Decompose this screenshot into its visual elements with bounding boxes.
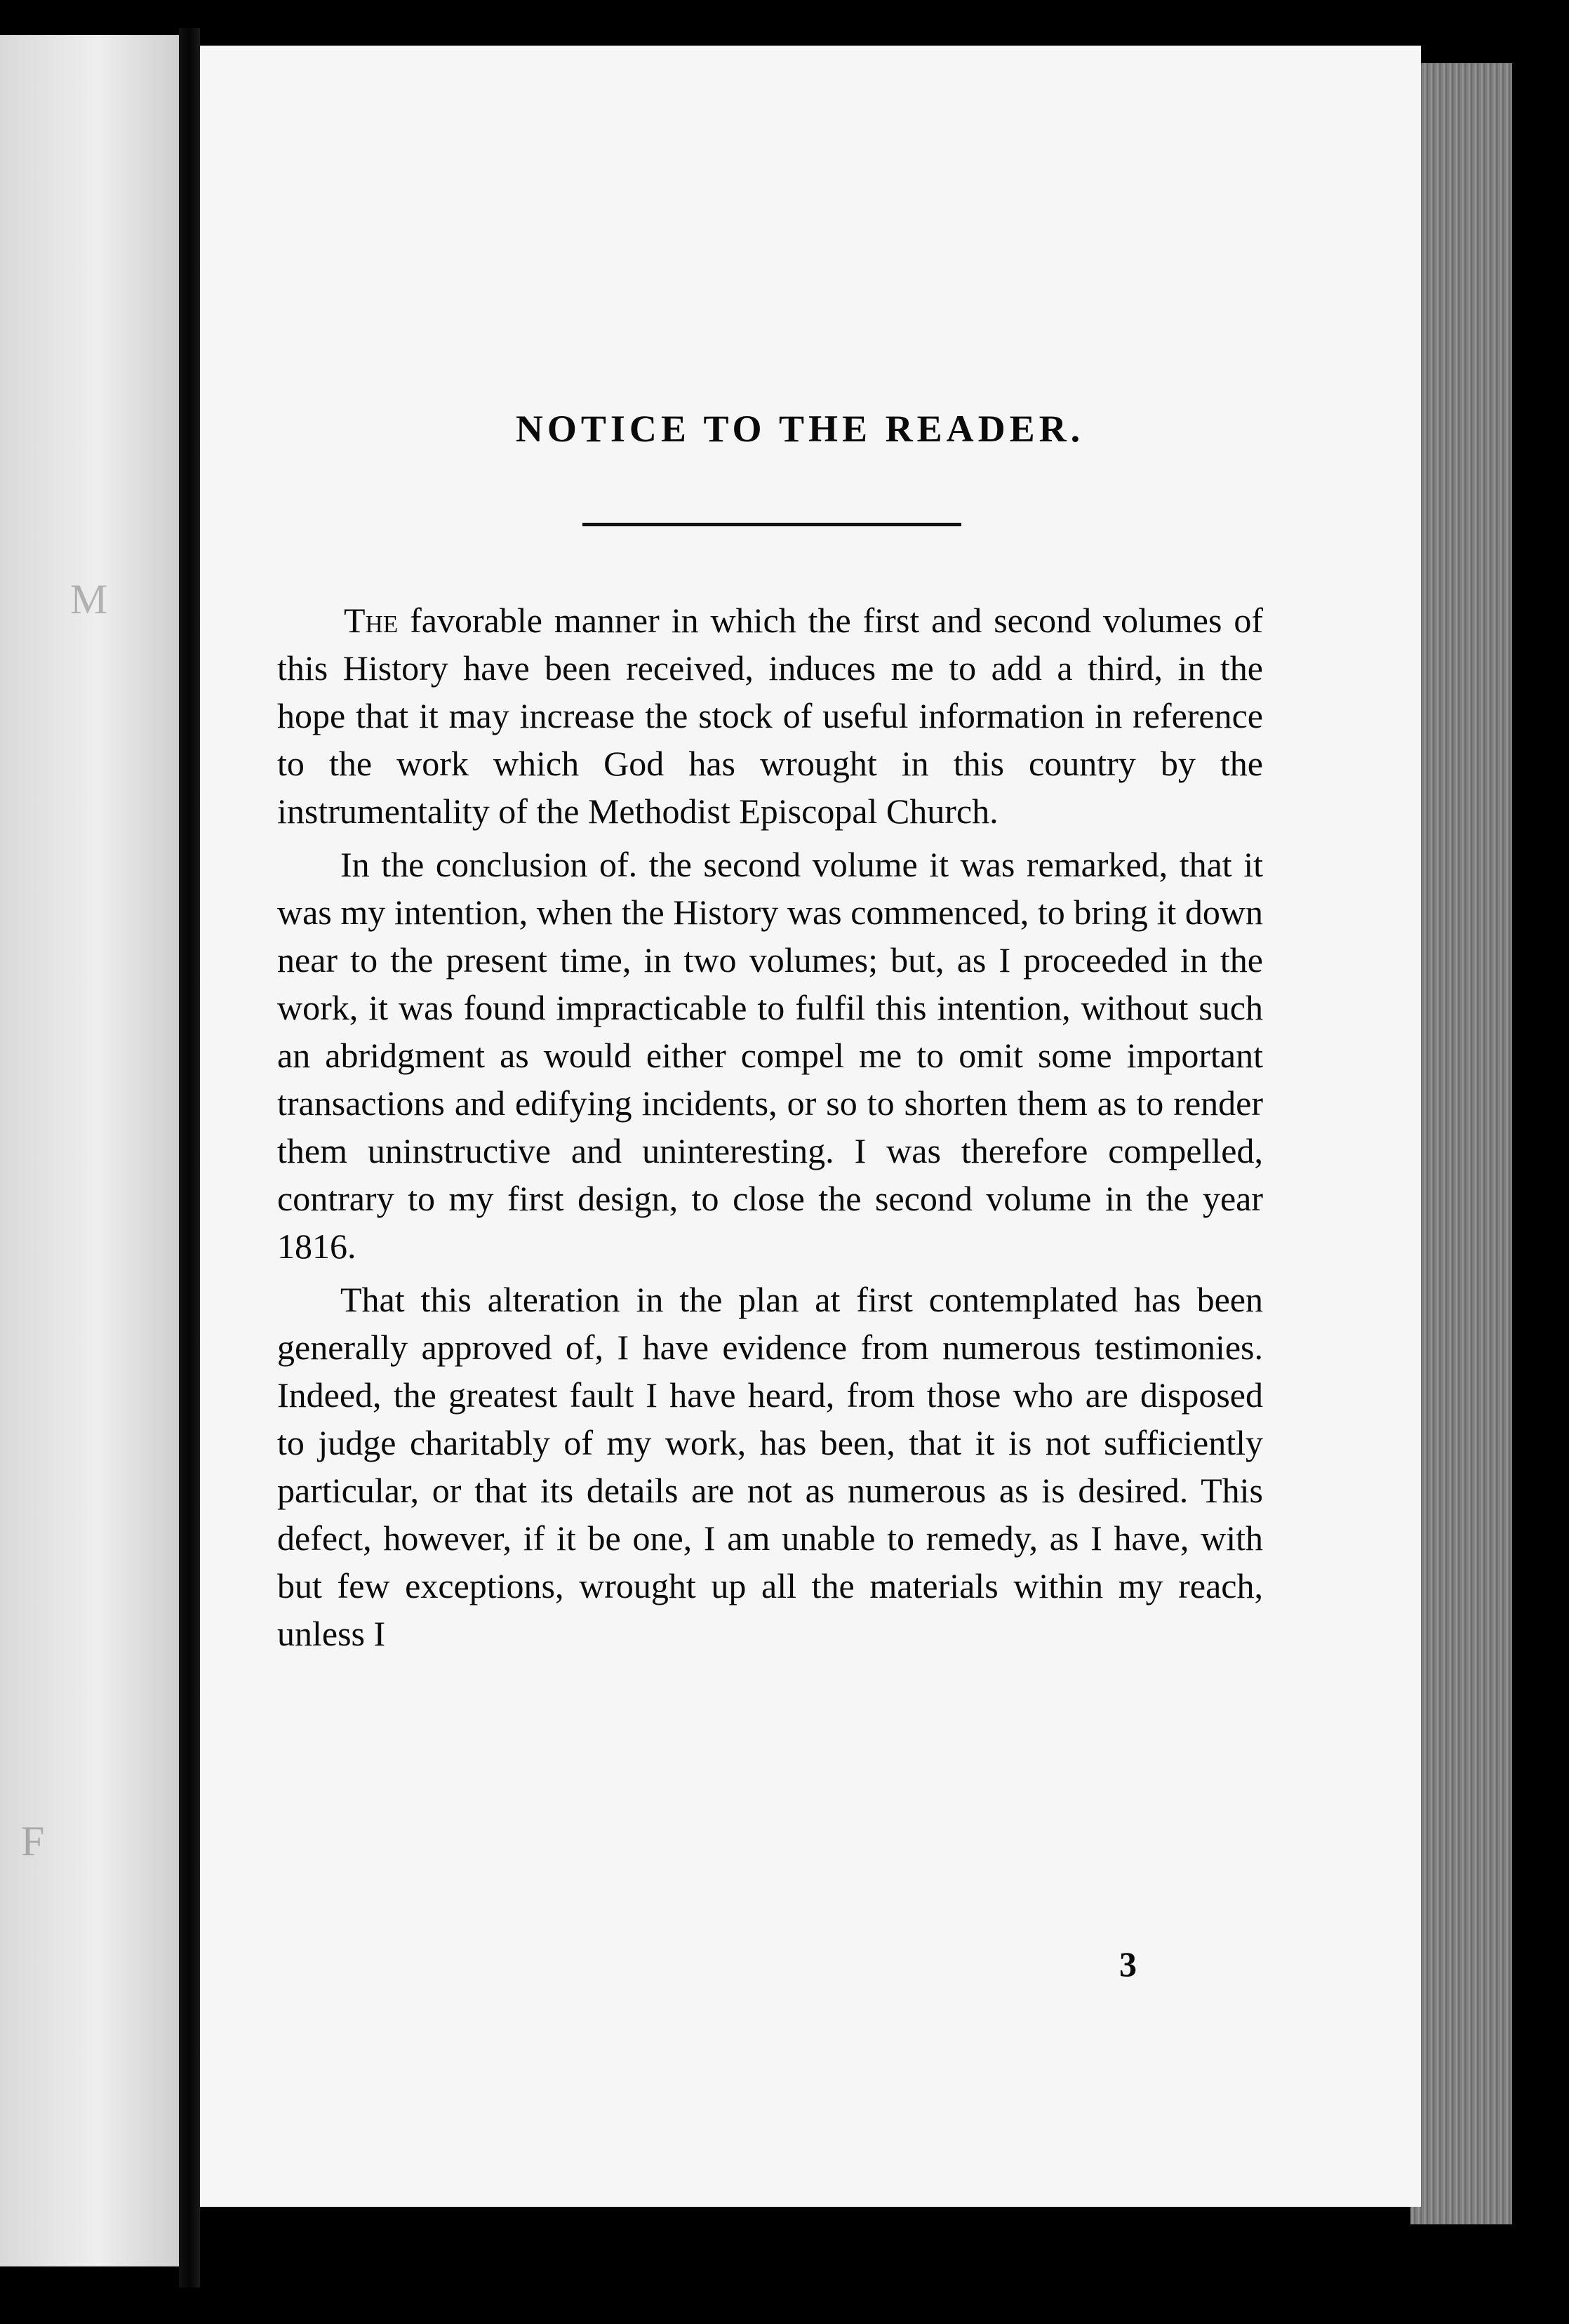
paragraph-1-text: favorable manner in which the first and second volumes of this History have been received, induces me to add a third, in the hope that it may increase the stock of useful information in reference to the work which God has wrought in this country by the instrumentality of the Methodist Episcopal Church. <box>277 601 1264 831</box>
book-gutter <box>179 28 200 2288</box>
page-stack-edge <box>1410 63 1512 2224</box>
page-title: NOTICE TO THE READER. <box>515 408 1085 450</box>
page-number: 3 <box>1119 1944 1137 1984</box>
facing-page <box>0 35 179 2266</box>
title-rule <box>582 523 961 526</box>
paragraph-3: That this alteration in the plan at first contemplated has been generally approved of, I have evidence from numerous testimonies. Indeed, the greatest fault I have heard, from those who are disposed to judge charitably of my work, has been, that it is not sufficiently particular, or that its details are not as numerous as is desired. This defect, however, if it be one, I am unable to remedy, as I have, with but few exceptions, wrought up all the materials within my reach, unless I <box>277 1280 1263 1653</box>
facing-page-fragment: M <box>70 576 108 622</box>
paragraph-1 <box>277 596 1263 835</box>
scan-border <box>1512 0 1569 2324</box>
facing-page-fragment: F <box>21 1818 45 1864</box>
notice-body <box>277 596 1263 1663</box>
paragraph-2: In the conclusion of. the second volume it was remarked, that it was my intention, when the History was commenced, to bring it down near to the present time, in two volumes; but, as I proceeded in the work, it was found impracticable to fulfil this intention, without such an abridgment as would either compel me to omit some important transactions and edifying incidents, or so to shorten them as to render them uninstructive and uninteresting. I was therefore compelled, contrary to my first design, to close the second volume in the year 1816. <box>277 845 1263 1266</box>
drop-word: The <box>344 601 399 640</box>
